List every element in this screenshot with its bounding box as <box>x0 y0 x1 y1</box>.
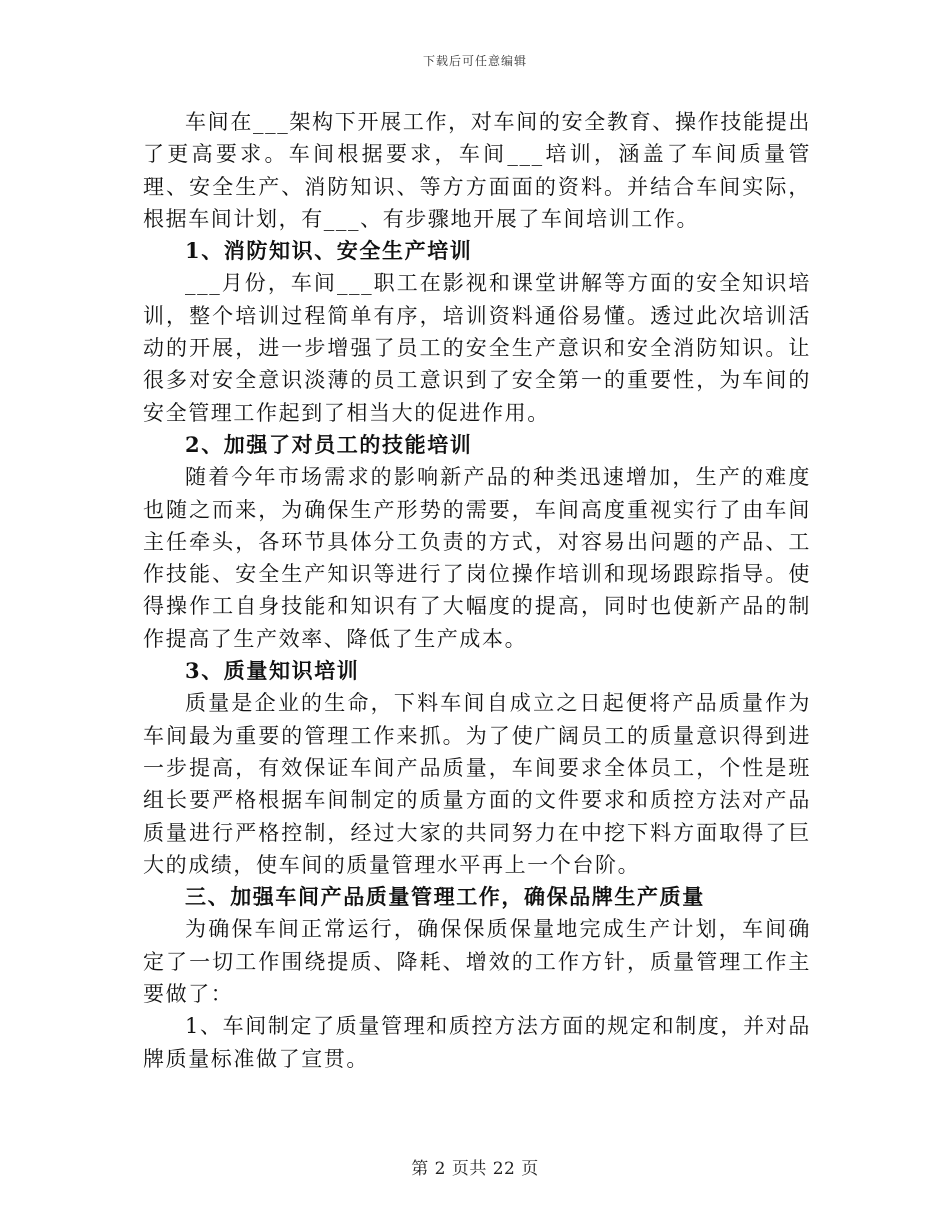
paragraph-quality-management: 为确保车间正常运行，确保保质保量地完成生产计划，车间确定了一切工作围绕提质、降耗、增效的工作方针，质量管理工作主要做了： <box>143 917 811 1007</box>
paragraph-quality: 质量是企业的生命，下料车间自成立之日起便将产品质量作为车间最为重要的管理工作来抓。为了使广阔员工的质量意识得到进一步提高，有效保证车间产品质量，车间要求全体员工，个性是班组长要严格根据车间制定的质量方面的文件要求和质控方法对产品质量进行严格控制，经过大家的共同努力在中挖下料方面取得了巨大的成绩，使车间的质量管理水平再上一个台阶。 <box>143 691 811 877</box>
heading-quality-management: 三、加强车间产品质量管理工作，确保品牌生产质量 <box>185 884 705 910</box>
page-number-footer: 第 2 页共 22 页 <box>411 1159 539 1179</box>
heading-fire-safety-training: 1、消防知识、安全生产培训 <box>185 238 473 264</box>
paragraph-intro: 车间在___架构下开展工作，对车间的安全教育、操作技能提出了更高要求。车间根据要求，车间___培训，涵盖了车间质量管理、安全生产、消防知识、等方方面面的资料。并结合车间实际，根据车间计划，有___、有步骤地开展了车间培训工作。 <box>143 110 811 231</box>
paragraph-skills: 随着今年市场需求的影响新产品的种类迅速增加，生产的难度也随之而来，为确保生产形势的需要，车间高度重视实行了由车间主任牵头，各环节具体分工负责的方式，对容易出问题的产品、工作技能、安全生产知识等进行了岗位操作培训和现场跟踪指导。使得操作工自身技能和知识有了大幅度的提高，同时也使新产品的制作提高了生产效率、降低了生产成本。 <box>143 465 811 651</box>
paragraph-fire-safety: ___月份，车间___职工在影视和课堂讲解等方面的安全知识培训，整个培训过程简单有序，培训资料通俗易懂。透过此次培训活动的开展，进一步增强了员工的安全生产意识和安全消防知识。让很多对安全意识淡薄的员工意识到了安全第一的重要性，为车间的安全管理工作起到了相当大的促进作用。 <box>143 271 811 425</box>
heading-quality-training: 3、质量知识培训 <box>185 658 360 684</box>
document-body <box>143 106 811 1075</box>
paragraph-quality-rules: 1、车间制定了质量管理和质控方法方面的规定和制度，并对品牌质量标准做了宣贯。 <box>143 1014 811 1071</box>
page-header-note: 下载后可任意编辑 <box>422 54 527 68</box>
heading-skills-training: 2、加强了对员工的技能培训 <box>185 431 473 457</box>
